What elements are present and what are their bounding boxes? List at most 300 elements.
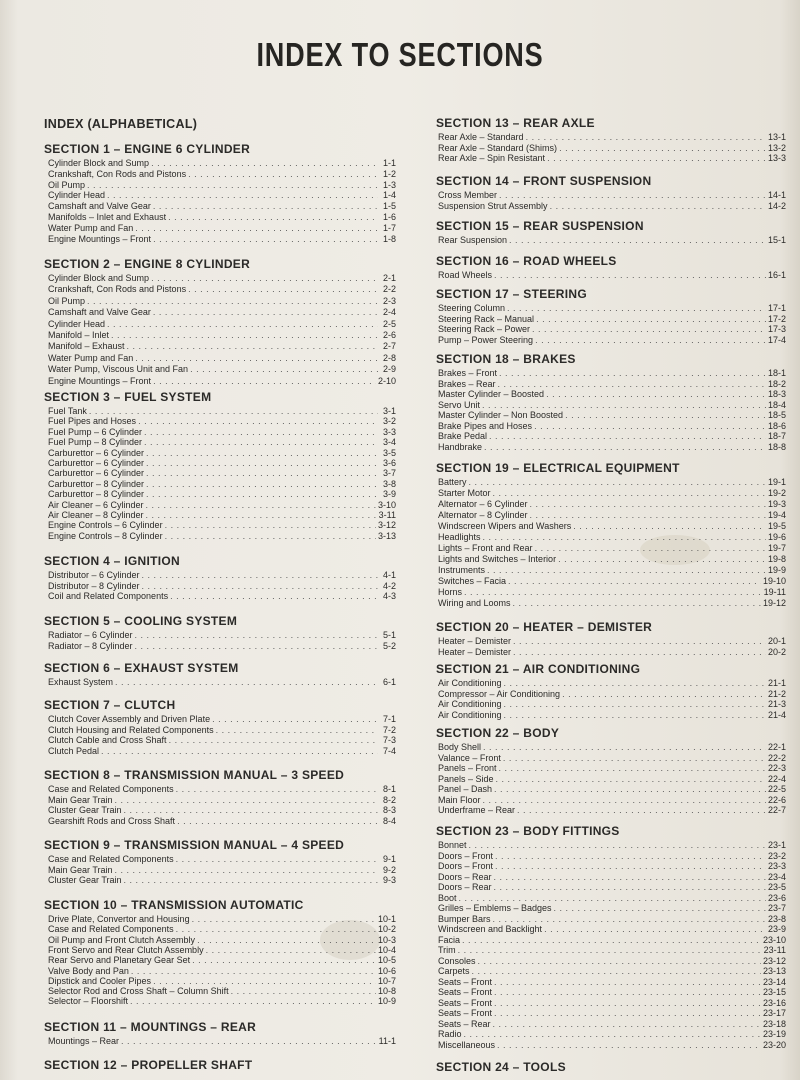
entry-label: Manifold – Inlet <box>48 330 110 340</box>
entry-label: Cylinder Head <box>48 318 106 329</box>
entry-page-number: 18-4 <box>767 399 786 410</box>
entry-page-number: 22-5 <box>767 784 786 794</box>
entry-label: Water Pump, Viscous Unit and Fan <box>48 364 189 375</box>
index-entry <box>438 543 786 554</box>
entry-page-number: 6-1 <box>382 677 396 687</box>
entry-page-number: 20-2 <box>767 646 786 657</box>
section-heading: SECTION 22 – BODY <box>436 726 560 740</box>
dot-leader <box>107 319 378 330</box>
entry-page-number: 23-3 <box>767 861 786 871</box>
entry-page-number: 17-1 <box>767 303 786 313</box>
entry-label: Fuel Pump – 8 Cylinder <box>48 437 143 448</box>
entry-label: Underframe – Rear <box>438 805 516 815</box>
entry-label: Radiator – 8 Cylinder <box>48 640 133 651</box>
entry-label: Lights – Front and Rear <box>438 543 533 553</box>
entry-page-number: 14-2 <box>767 200 786 211</box>
entry-label: Front Servo and Rear Clutch Assembly <box>48 944 204 955</box>
entry-label: Carburettor – 6 Cylinder <box>48 458 145 468</box>
entry-label: Radiator – 6 Cylinder <box>48 630 133 640</box>
index-entry <box>48 190 396 201</box>
entry-page-number: 5-2 <box>382 640 396 651</box>
entry-page-number: 3-5 <box>382 447 396 458</box>
dot-leader <box>459 893 766 904</box>
section-heading: SECTION 3 – FUEL SYSTEM <box>44 390 212 404</box>
dot-leader <box>146 458 378 469</box>
entry-page-number: 18-7 <box>767 431 786 441</box>
entry-label: Main Floor <box>438 794 481 805</box>
entry-page-number: 20-1 <box>767 636 786 646</box>
index-entry <box>48 531 396 542</box>
index-entry <box>48 416 396 427</box>
index-entry <box>48 520 396 531</box>
index-entry <box>438 784 786 795</box>
entry-page-number: 21-1 <box>767 678 786 688</box>
entry-page-number: 19-6 <box>767 532 786 542</box>
entry-page-number: 7-1 <box>382 714 396 724</box>
entry-page-number: 23-11 <box>763 945 786 955</box>
dot-leader <box>484 442 766 453</box>
entry-label: Air Conditioning <box>438 699 502 709</box>
index-entry <box>48 437 396 448</box>
entry-page-number: 3-7 <box>382 468 396 479</box>
dot-leader <box>151 273 378 284</box>
entry-label: Engine Mountings – Front <box>48 375 152 386</box>
dot-leader <box>153 376 376 387</box>
dot-leader <box>101 746 378 757</box>
index-entry <box>438 532 786 543</box>
entry-label: Bonnet <box>438 840 467 850</box>
entry-label: Fuel Pipes and Hoses <box>48 416 137 427</box>
index-entry <box>438 314 786 325</box>
index-entry <box>438 1008 786 1019</box>
dot-leader <box>546 389 766 400</box>
entry-label: Rear Servo and Planetary Gear Set <box>48 955 191 966</box>
entry-page-number: 22-4 <box>767 773 786 784</box>
entry-page-number: 3-2 <box>382 416 396 427</box>
entry-page-number: 15-1 <box>767 235 786 245</box>
dot-leader <box>146 479 378 490</box>
section-heading: SECTION 19 – ELECTRICAL EQUIPMENT <box>436 461 680 475</box>
entry-page-number: 7-2 <box>382 724 396 735</box>
index-entry <box>48 212 396 223</box>
section-heading: SECTION 4 – IGNITION <box>44 554 181 568</box>
index-entry <box>48 875 396 886</box>
index-entry <box>438 488 786 499</box>
index-entry <box>48 816 396 827</box>
entry-label: Windscreen Wipers and Washers <box>438 521 572 531</box>
index-entry <box>438 882 786 893</box>
index-entry <box>48 489 396 500</box>
index-entry <box>438 998 786 1009</box>
dot-leader <box>135 641 378 652</box>
entry-label: Horns <box>438 587 463 597</box>
index-entry <box>438 924 786 935</box>
entry-label: Carburettor – 8 Cylinder <box>48 478 145 489</box>
dot-leader <box>472 966 761 977</box>
entry-label: Manifold – Exhaust <box>48 341 125 352</box>
index-entry <box>48 284 396 295</box>
dot-leader <box>188 169 378 180</box>
dot-leader <box>146 468 378 479</box>
section-heading: SECTION 24 – TOOLS <box>436 1060 566 1074</box>
index-entry <box>438 270 786 281</box>
entry-page-number: 23-13 <box>762 966 786 976</box>
dot-leader <box>165 531 376 542</box>
index-entry <box>48 725 396 736</box>
entry-page-number: 2-1 <box>382 273 396 283</box>
index-entry <box>438 190 786 201</box>
index-entry <box>48 180 396 191</box>
entry-label: Headlights <box>438 532 481 542</box>
dot-leader <box>550 201 766 212</box>
section-heading: SECTION 13 – REAR AXLE <box>436 116 595 130</box>
index-entry <box>48 1036 396 1047</box>
entry-label: Seats – Front <box>438 976 493 987</box>
entry-page-number: 8-1 <box>382 784 396 794</box>
index-entry <box>438 977 786 988</box>
entry-page-number: 10-8 <box>377 986 396 997</box>
entry-label: Wiring and Looms <box>438 598 511 608</box>
entry-label: Seats – Front <box>438 997 493 1008</box>
entry-label: Mountings – Rear <box>48 1036 120 1046</box>
dot-leader <box>493 488 766 499</box>
entry-page-number: 23-16 <box>762 997 786 1008</box>
entry-label: Oil Pump <box>48 179 86 190</box>
entry-label: Manifolds – Inlet and Exhaust <box>48 212 167 222</box>
entry-page-number: 2-9 <box>382 364 396 375</box>
dot-leader <box>169 735 378 746</box>
entry-page-number: 10-2 <box>377 924 396 935</box>
section-heading: SECTION 16 – ROAD WHEELS <box>436 254 617 268</box>
index-entry <box>48 581 396 592</box>
dot-leader <box>135 630 378 641</box>
index-entry <box>48 714 396 725</box>
index-entry <box>438 410 786 421</box>
index-entry <box>438 742 786 753</box>
entry-page-number: 19-8 <box>767 554 786 564</box>
dot-leader <box>544 924 766 935</box>
entry-page-number: 21-4 <box>767 709 786 720</box>
dot-leader <box>144 427 378 438</box>
dot-leader <box>503 753 766 764</box>
entry-label: Seats – Rear <box>438 1018 491 1029</box>
entry-page-number: 2-6 <box>382 330 396 340</box>
section-heading: SECTION 18 – BRAKES <box>436 352 576 366</box>
index-entry <box>438 598 786 609</box>
index-entry <box>48 234 396 245</box>
entry-label: Selector – Floorshift <box>48 996 129 1007</box>
dot-leader <box>498 379 766 390</box>
entry-label: Valve Body and Pan <box>48 965 129 976</box>
entry-page-number: 16-1 <box>767 270 786 280</box>
dot-leader <box>526 132 766 143</box>
dot-leader <box>142 570 378 581</box>
entry-label: Boot <box>438 892 457 903</box>
index-entry <box>438 303 786 314</box>
entry-label: Clutch Cable and Cross Shaft <box>48 735 167 745</box>
index-entry <box>438 499 786 510</box>
entry-page-number: 23-19 <box>762 1029 786 1039</box>
entry-page-number: 23-9 <box>767 924 786 934</box>
section-heading: SECTION 12 – PROPELLER SHAFT <box>44 1058 253 1072</box>
index-heading: INDEX (ALPHABETICAL) <box>44 117 198 131</box>
entry-label: Cluster Gear Train <box>48 805 122 815</box>
entry-page-number: 23-4 <box>767 871 786 882</box>
entry-label: Panels – Front <box>438 763 497 773</box>
dot-leader <box>170 591 378 602</box>
entry-page-number: 8-2 <box>382 794 396 805</box>
index-entry <box>438 763 786 774</box>
entry-label: Panels – Side <box>438 773 494 784</box>
dot-leader <box>487 565 766 576</box>
entry-page-number: 23-14 <box>762 976 786 987</box>
entry-label: Drive Plate, Convertor and Housing <box>48 914 190 924</box>
index-entry <box>438 510 786 521</box>
section-heading: SECTION 6 – EXHAUST SYSTEM <box>44 661 239 675</box>
entry-label: Oil Pump <box>48 295 86 306</box>
dot-leader <box>151 158 378 169</box>
entry-label: Cylinder Block and Sump <box>48 158 150 168</box>
entry-label: Doors – Front <box>438 861 494 871</box>
entry-page-number: 1-8 <box>382 233 396 244</box>
entry-page-number: 1-4 <box>382 190 396 201</box>
entry-label: Cylinder Head <box>48 190 106 201</box>
index-entry <box>438 521 786 532</box>
dot-leader <box>530 499 766 510</box>
index-entry <box>48 784 396 795</box>
entry-label: Trim <box>438 945 456 955</box>
entry-page-number: 4-3 <box>382 591 396 601</box>
index-entry <box>438 477 786 488</box>
entry-page-number: 7-3 <box>382 735 396 745</box>
index-entry <box>438 903 786 914</box>
dot-leader <box>504 699 766 710</box>
entry-page-number: 19-3 <box>767 499 786 509</box>
dot-leader <box>111 330 378 341</box>
entry-page-number: 13-3 <box>767 153 786 163</box>
entry-label: Engine Controls – 8 Cylinder <box>48 530 163 541</box>
entry-page-number: 19-11 <box>763 587 786 597</box>
entry-label: Clutch Cover Assembly and Driven Plate <box>48 714 211 724</box>
entry-label: Doors – Rear <box>438 882 492 892</box>
entry-page-number: 2-10 <box>377 375 396 386</box>
entry-page-number: 5-1 <box>382 630 396 640</box>
entry-page-number: 1-5 <box>382 201 396 212</box>
section-heading: SECTION 21 – AIR CONDITIONING <box>436 662 641 676</box>
index-entry <box>438 324 786 335</box>
dot-leader <box>494 872 766 883</box>
entry-label: Brake Pedal <box>438 431 488 441</box>
section-heading: SECTION 5 – COOLING SYSTEM <box>44 614 238 628</box>
entry-label: Clutch Pedal <box>48 745 100 756</box>
dot-leader <box>177 816 378 827</box>
index-entry <box>438 368 786 379</box>
entry-page-number: 3-6 <box>382 458 396 468</box>
index-entry <box>48 854 396 865</box>
dot-leader <box>509 235 766 246</box>
index-entry <box>438 431 786 442</box>
index-entry <box>48 641 396 652</box>
dot-leader <box>494 977 761 988</box>
entry-label: Doors – Rear <box>438 871 492 882</box>
dot-leader <box>146 489 378 500</box>
dot-leader <box>190 364 378 375</box>
dot-leader <box>499 190 766 201</box>
index-entry <box>438 335 786 346</box>
entry-page-number: 1-6 <box>382 212 396 222</box>
entry-page-number: 3-11 <box>378 510 396 520</box>
dot-leader <box>504 678 766 689</box>
dot-leader <box>115 677 378 688</box>
index-entry <box>438 840 786 851</box>
index-entry <box>48 468 396 479</box>
entry-page-number: 8-4 <box>382 815 396 826</box>
dot-leader <box>483 742 766 753</box>
dot-leader <box>535 335 766 346</box>
index-entry <box>438 689 786 700</box>
entry-page-number: 9-1 <box>382 854 396 864</box>
entry-label: Steering Column <box>438 303 506 313</box>
dot-leader <box>535 543 766 554</box>
entry-label: Cluster Gear Train <box>48 875 122 885</box>
dot-leader <box>176 784 378 795</box>
entry-page-number: 23-17 <box>762 1008 786 1018</box>
entry-page-number: 1-1 <box>382 158 396 168</box>
dot-leader <box>153 201 378 212</box>
entry-label: Instruments <box>438 565 486 575</box>
entry-label: Case and Related Components <box>48 924 174 935</box>
entry-label: Windscreen and Backlight <box>438 924 543 934</box>
section-heading: SECTION 17 – STEERING <box>436 287 588 301</box>
index-entry <box>438 235 786 246</box>
entry-page-number: 2-3 <box>382 295 396 306</box>
entry-page-number: 18-1 <box>767 368 786 378</box>
index-entry <box>438 587 786 598</box>
dot-leader <box>504 710 766 721</box>
dot-leader <box>216 725 378 736</box>
index-entry <box>438 1029 786 1040</box>
entry-page-number: 1-7 <box>382 222 396 233</box>
dot-leader <box>135 223 378 234</box>
dot-leader <box>499 368 766 379</box>
dot-leader <box>138 416 378 427</box>
index-entry <box>48 996 396 1007</box>
entry-label: Air Cleaner – 6 Cylinder <box>48 499 144 510</box>
dot-leader <box>482 400 766 411</box>
index-entry <box>438 565 786 576</box>
entry-label: Engine Controls – 6 Cylinder <box>48 520 163 531</box>
entry-label: Air Conditioning <box>438 678 502 688</box>
entry-label: Master Cylinder – Non Boosted <box>438 410 564 420</box>
section-heading: SECTION 14 – FRONT SUSPENSION <box>436 174 652 188</box>
entry-label: Consoles <box>438 955 476 966</box>
dot-leader <box>87 180 378 191</box>
section-heading: SECTION 11 – MOUNTINGS – REAR <box>44 1020 257 1034</box>
dot-leader <box>146 510 377 521</box>
entry-label: Seats – Front <box>438 1008 493 1018</box>
dot-leader <box>127 341 378 352</box>
entry-page-number: 3-3 <box>382 426 396 437</box>
index-entry <box>438 400 786 411</box>
dot-leader <box>494 1008 761 1019</box>
dot-leader <box>142 581 378 592</box>
entry-label: Servo Unit <box>438 399 481 410</box>
index-entry <box>48 735 396 746</box>
entry-page-number: 3-13 <box>377 530 396 541</box>
dot-leader <box>135 353 378 364</box>
index-entry <box>438 805 786 816</box>
entry-label: Rear Axle – Standard (Shims) <box>438 142 558 153</box>
entry-page-number: 14-1 <box>767 190 786 200</box>
entry-page-number: 19-2 <box>767 488 786 498</box>
dot-leader <box>130 996 376 1007</box>
index-entry <box>48 364 396 375</box>
entry-page-number: 10-1 <box>377 914 396 924</box>
dot-leader <box>494 882 766 893</box>
dot-leader <box>153 234 378 245</box>
dot-leader <box>517 805 766 816</box>
entry-label: Radio <box>438 1029 462 1039</box>
entry-page-number: 19-4 <box>767 510 786 520</box>
entry-page-number: 18-6 <box>767 420 786 431</box>
index-entry <box>438 795 786 806</box>
entry-label: Fuel Tank <box>48 406 87 416</box>
entry-label: Oil Pump and Front Clutch Assembly <box>48 934 196 945</box>
entry-label: Brake Pipes and Hoses <box>438 420 533 431</box>
entry-label: Battery <box>438 477 467 487</box>
section-heading: SECTION 9 – TRANSMISSION MANUAL – 4 SPEED <box>44 838 345 852</box>
entry-page-number: 22-6 <box>767 794 786 805</box>
section-heading: SECTION 23 – BODY FITTINGS <box>436 824 620 838</box>
dot-leader <box>496 774 766 785</box>
dot-leader <box>493 914 766 925</box>
index-entry <box>438 554 786 565</box>
entry-page-number: 23-15 <box>762 987 786 997</box>
entry-label: Camshaft and Valve Gear <box>48 201 151 212</box>
dot-leader <box>165 520 376 531</box>
entry-label: Seats – Front <box>438 987 493 997</box>
index-entry <box>438 935 786 946</box>
entry-page-number: 10-9 <box>377 996 396 1007</box>
entry-label: Water Pump and Fan <box>48 352 134 363</box>
entry-page-number: 23-1 <box>767 840 786 850</box>
entry-label: Rear Suspension <box>438 235 508 245</box>
index-entry <box>438 893 786 904</box>
entry-page-number: 7-4 <box>382 745 396 756</box>
entry-page-number: 18-5 <box>767 410 786 420</box>
dot-leader <box>478 956 761 967</box>
index-entry <box>438 1019 786 1030</box>
entry-label: Rear Axle – Standard <box>438 132 524 142</box>
entry-page-number: 3-8 <box>382 478 396 489</box>
entry-label: Carburettor – 6 Cylinder <box>48 468 145 479</box>
entry-page-number: 2-5 <box>382 318 396 329</box>
entry-label: Alternator – 8 Cylinder <box>438 510 528 520</box>
entry-page-number: 9-2 <box>382 864 396 875</box>
index-entry <box>48 169 396 180</box>
entry-label: Heater – Demister <box>438 636 512 646</box>
entry-label: Grilles – Emblems – Badges <box>438 903 552 913</box>
dot-leader <box>144 437 378 448</box>
index-entry <box>48 677 396 688</box>
dot-leader <box>495 861 766 872</box>
entry-label: Main Gear Train <box>48 864 113 875</box>
entry-page-number: 1-2 <box>382 168 396 179</box>
index-entry <box>48 376 396 387</box>
index-entry <box>48 795 396 806</box>
dot-leader <box>469 477 766 488</box>
index-entry <box>438 576 786 587</box>
